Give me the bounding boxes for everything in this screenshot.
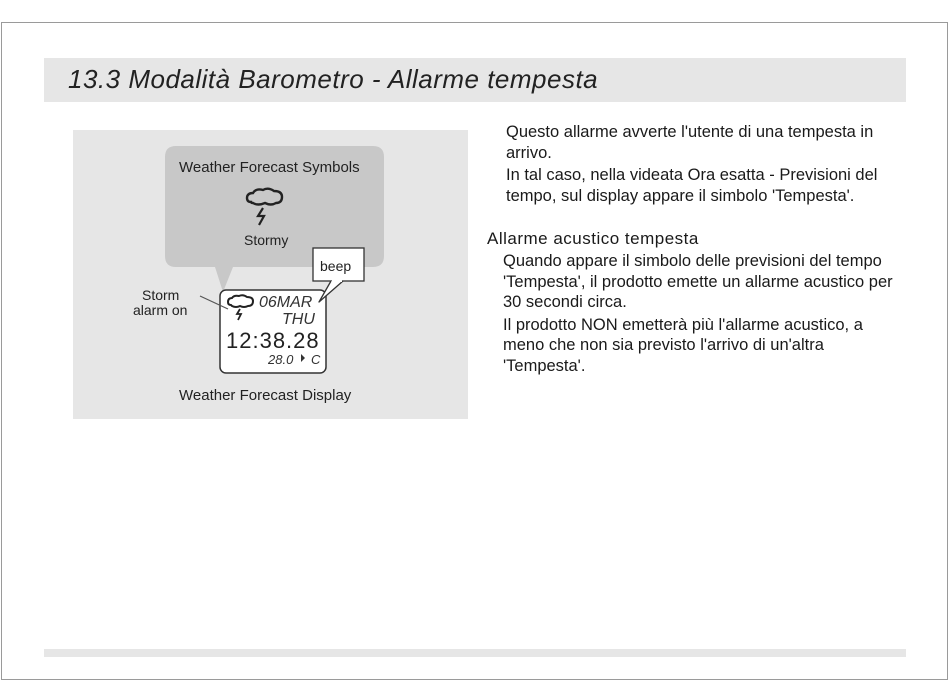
figure-header: Weather Forecast Symbols [179, 159, 360, 176]
lcd-temp-unit: C [311, 352, 321, 367]
storm-label-line2: alarm on [133, 302, 188, 318]
lcd-day: THU [282, 311, 315, 328]
section-heading: Allarme acustico tempesta [487, 229, 699, 248]
intro-paragraph-1: Questo allarme avverte l'utente di una tempesta in arrivo. [506, 123, 874, 162]
beep-label: beep [320, 258, 352, 274]
lcd-date: 06MAR [259, 294, 313, 311]
footer-bar [44, 649, 906, 657]
section-paragraph-2: Il prodotto NON emetterà più l'allarme acustico, a meno che non sia previsto l'arrivo di un'altra 'Tempesta'. [503, 315, 863, 375]
storm-label-line1: Storm [142, 287, 180, 303]
page-title: 13.3 Modalità Barometro - Allarme tempesta [68, 64, 599, 94]
intro-paragraph-2: In tal caso, nella videata Ora esatta - Previsioni del tempo, sul display appare il simbolo 'Tempesta'. [506, 166, 878, 205]
section-text [503, 251, 898, 376]
intro-text [506, 122, 901, 206]
lcd-time: 12:38.28 [226, 328, 320, 353]
section-paragraph-1: Quando appare il simbolo delle previsioni del tempo 'Tempesta', il prodotto emette un allarme acustico per 30 secondi circa. [503, 252, 893, 311]
figure-caption: Weather Forecast Display [179, 387, 352, 404]
symbol-label: Stormy [244, 232, 289, 248]
lcd-temperature: 28.0 [268, 352, 294, 367]
